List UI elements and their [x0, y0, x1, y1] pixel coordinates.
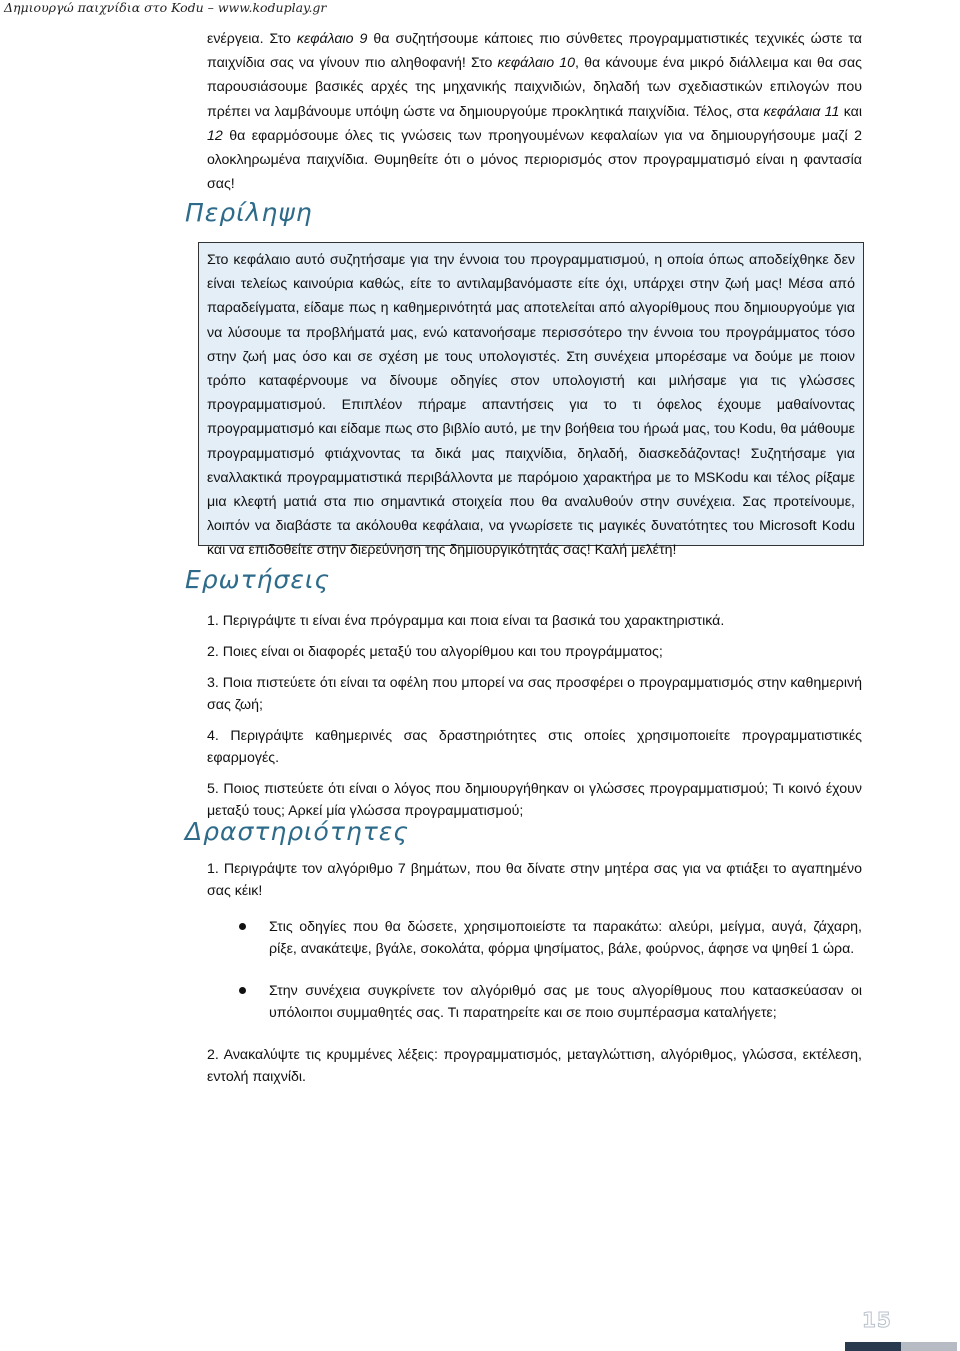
footer-bar — [845, 1342, 957, 1351]
question-item: 1. Περιγράψτε τι είναι ένα πρόγραμμα και ποια είναι τα βασικά του χαρακτηριστικά. — [207, 613, 725, 629]
activity-bullets — [207, 916, 862, 1024]
activities-heading: Δραστηριότητες — [185, 817, 409, 846]
summary-text: Στο κεφάλαιο αυτό συζητήσαμε για την έννοια του προγραμματισμού, η οποία όπως αποδείχθηκε δεν είναι τελείως καινούρια καθώς, είτε το αντιλαμβανόμαστε είτε όχι, υπάρχει στην ζωή μας! Μέσα από παραδείγματα, είδαμε πως η καθημερινότητά μας αποτελείται από αλγορίθμους που δημιουργούμε για να λύσουμε τα προβλήματά μας, ενώ κατανοήσαμε περισσότερο την έννοια του προγράμματος τόσο στην ζωή μας όσο και σε σχέση με τους υπολογιστές. Στη συνέχεια μπορέσαμε να δούμε με ποιον τρόπο καταφέρνουμε να δίνουμε οδηγίες στον υπολογιστή και μιλήσαμε για τις γλώσσες προγραμματισμού. Επιπλέον πήραμε απαντήσεις για το τι όφελος έχουμε μαθαίνοντας προγραμματισμό και είδαμε πως στο βιβλίο αυτό, με την βοήθεια του ήρωά μας, του Kodu, θα μάθουμε προγραμματισμό φτιάχνοντας τα δικά μας παιχνίδια, δηλαδή, διασκεδάζοντας! Συζητήσαμε για εναλλακτικά προγραμματιστικά περιβάλλοντα με παρόμοιο χαρακτήρα με το MSKodu και τέλος ρίξαμε μια κλεφτή ματιά στα πιο σημαντικά στοιχεία που θα αναλυθούν στην συνέχεια. Σας προτείνουμε, λοιπόν να διαβάστε τα ακόλουθα κεφάλαια, να γνωρίσετε τις μαγικές δυνατότητες του Microsoft Kodu και να επιδοθείτε στην διερεύνηση της δημιουργικότητάς σας! Καλή μελέτη! — [207, 252, 855, 559]
activity-item-1: 1. Περιγράψτε τον αλγόριθμο 7 βημάτων, που θα δίνατε στην μητέρα σας για να φτιάξει το αγαπημένο σας κέικ! — [207, 861, 862, 899]
footer-bar-accent — [845, 1342, 901, 1351]
question-item: 3. Ποια πιστεύετε ότι είναι τα οφέλη που μπορεί να σας προσφέρει ο προγραμματισμός στην καθημερινή σας ζωή; — [207, 675, 862, 713]
questions-list — [207, 610, 862, 831]
page-number: 15 — [862, 1308, 892, 1332]
activity-item-2: 2. Ανακαλύψτε τις κρυμμένες λέξεις: προγραμματισμός, μεταγλώττιση, αλγόριθμος, γλώσσα, εκτέλεση, εντολή παιχνίδι. — [207, 1047, 862, 1085]
activities-list — [207, 858, 862, 1088]
running-header: Δημιουργώ παιχνίδια στο Kodu – www.koduplay.gr — [4, 0, 327, 15]
question-item: 4. Περιγράψτε καθημερινές σας δραστηριότητες στις οποίες χρησιμοποιείτε προγραμματιστικές εφαρμογές. — [207, 728, 862, 766]
intro-paragraph: ενέργεια. Στο κεφάλαιο 9 θα συζητήσουμε κάποιες πιο σύνθετες προγραμματιστικές τεχνικές ώστε τα παιχνίδια σας να γίνουν πιο αληθοφανή! Στο κεφάλαιο 10, θα κάνουμε ένα μικρό διάλλειμα και θα σας παρουσιάσουμε βασικές αρχές της μηχανικής παιχνιδιών, δηλαδή των σχεδιαστικών επιλογών που πρέπει να λαμβάνουμε υπόψη ώστε να δημιουργούμε προκλητικά παιχνίδια. Τέλος, στα κεφάλαια 11 και 12 θα εφαρμόσουμε όλες τις γνώσεις των προηγουμένων κεφαλαίων για να δημιουργήσουμε μαζί 2 ολοκληρωμένα παιχνίδια. Θυμηθείτε ότι ο μόνος περιορισμός στον προγραμματισμό είναι η φαντασία σας! — [207, 31, 862, 193]
question-item: 5. Ποιος πιστεύετε ότι είναι ο λόγος που δημιουργήθηκαν οι γλώσσες προγραμματισμού; Τι κοινό έχουν μεταξύ τους; Αρκεί μία γλώσσα προγραμματισμού; — [207, 781, 862, 819]
question-item: 2. Ποιες είναι οι διαφορές μεταξύ του αλγορίθμου και του προγράμματος; — [207, 644, 663, 660]
bullet-icon — [239, 923, 246, 930]
bullet-item: Στις οδηγίες που θα δώσετε, χρησιμοποιείστε τα παρακάτω: αλεύρι, μείγμα, αυγά, ζάχαρη, ρίξε, ανακάτεψε, βγάλε, σοκολάτα, φόρμα ψησίματος, βάλε, φούρνος, άφησε να ψηθεί 1 ώρα. — [207, 916, 862, 960]
intro-text — [207, 27, 862, 196]
bullet-icon — [239, 987, 246, 994]
summary-heading: Περίληψη — [185, 198, 313, 227]
bullet-item: Στην συνέχεια συγκρίνετε τον αλγόριθμό σας με τους αλγορίθμους που κατασκεύασαν οι υπόλοιποι συμμαθητές σας. Τι παρατηρείτε και σε ποιο συμπέρασμα καταλήγετε; — [207, 980, 862, 1024]
questions-heading: Ερωτήσεις — [185, 565, 330, 594]
summary-box — [198, 242, 864, 559]
